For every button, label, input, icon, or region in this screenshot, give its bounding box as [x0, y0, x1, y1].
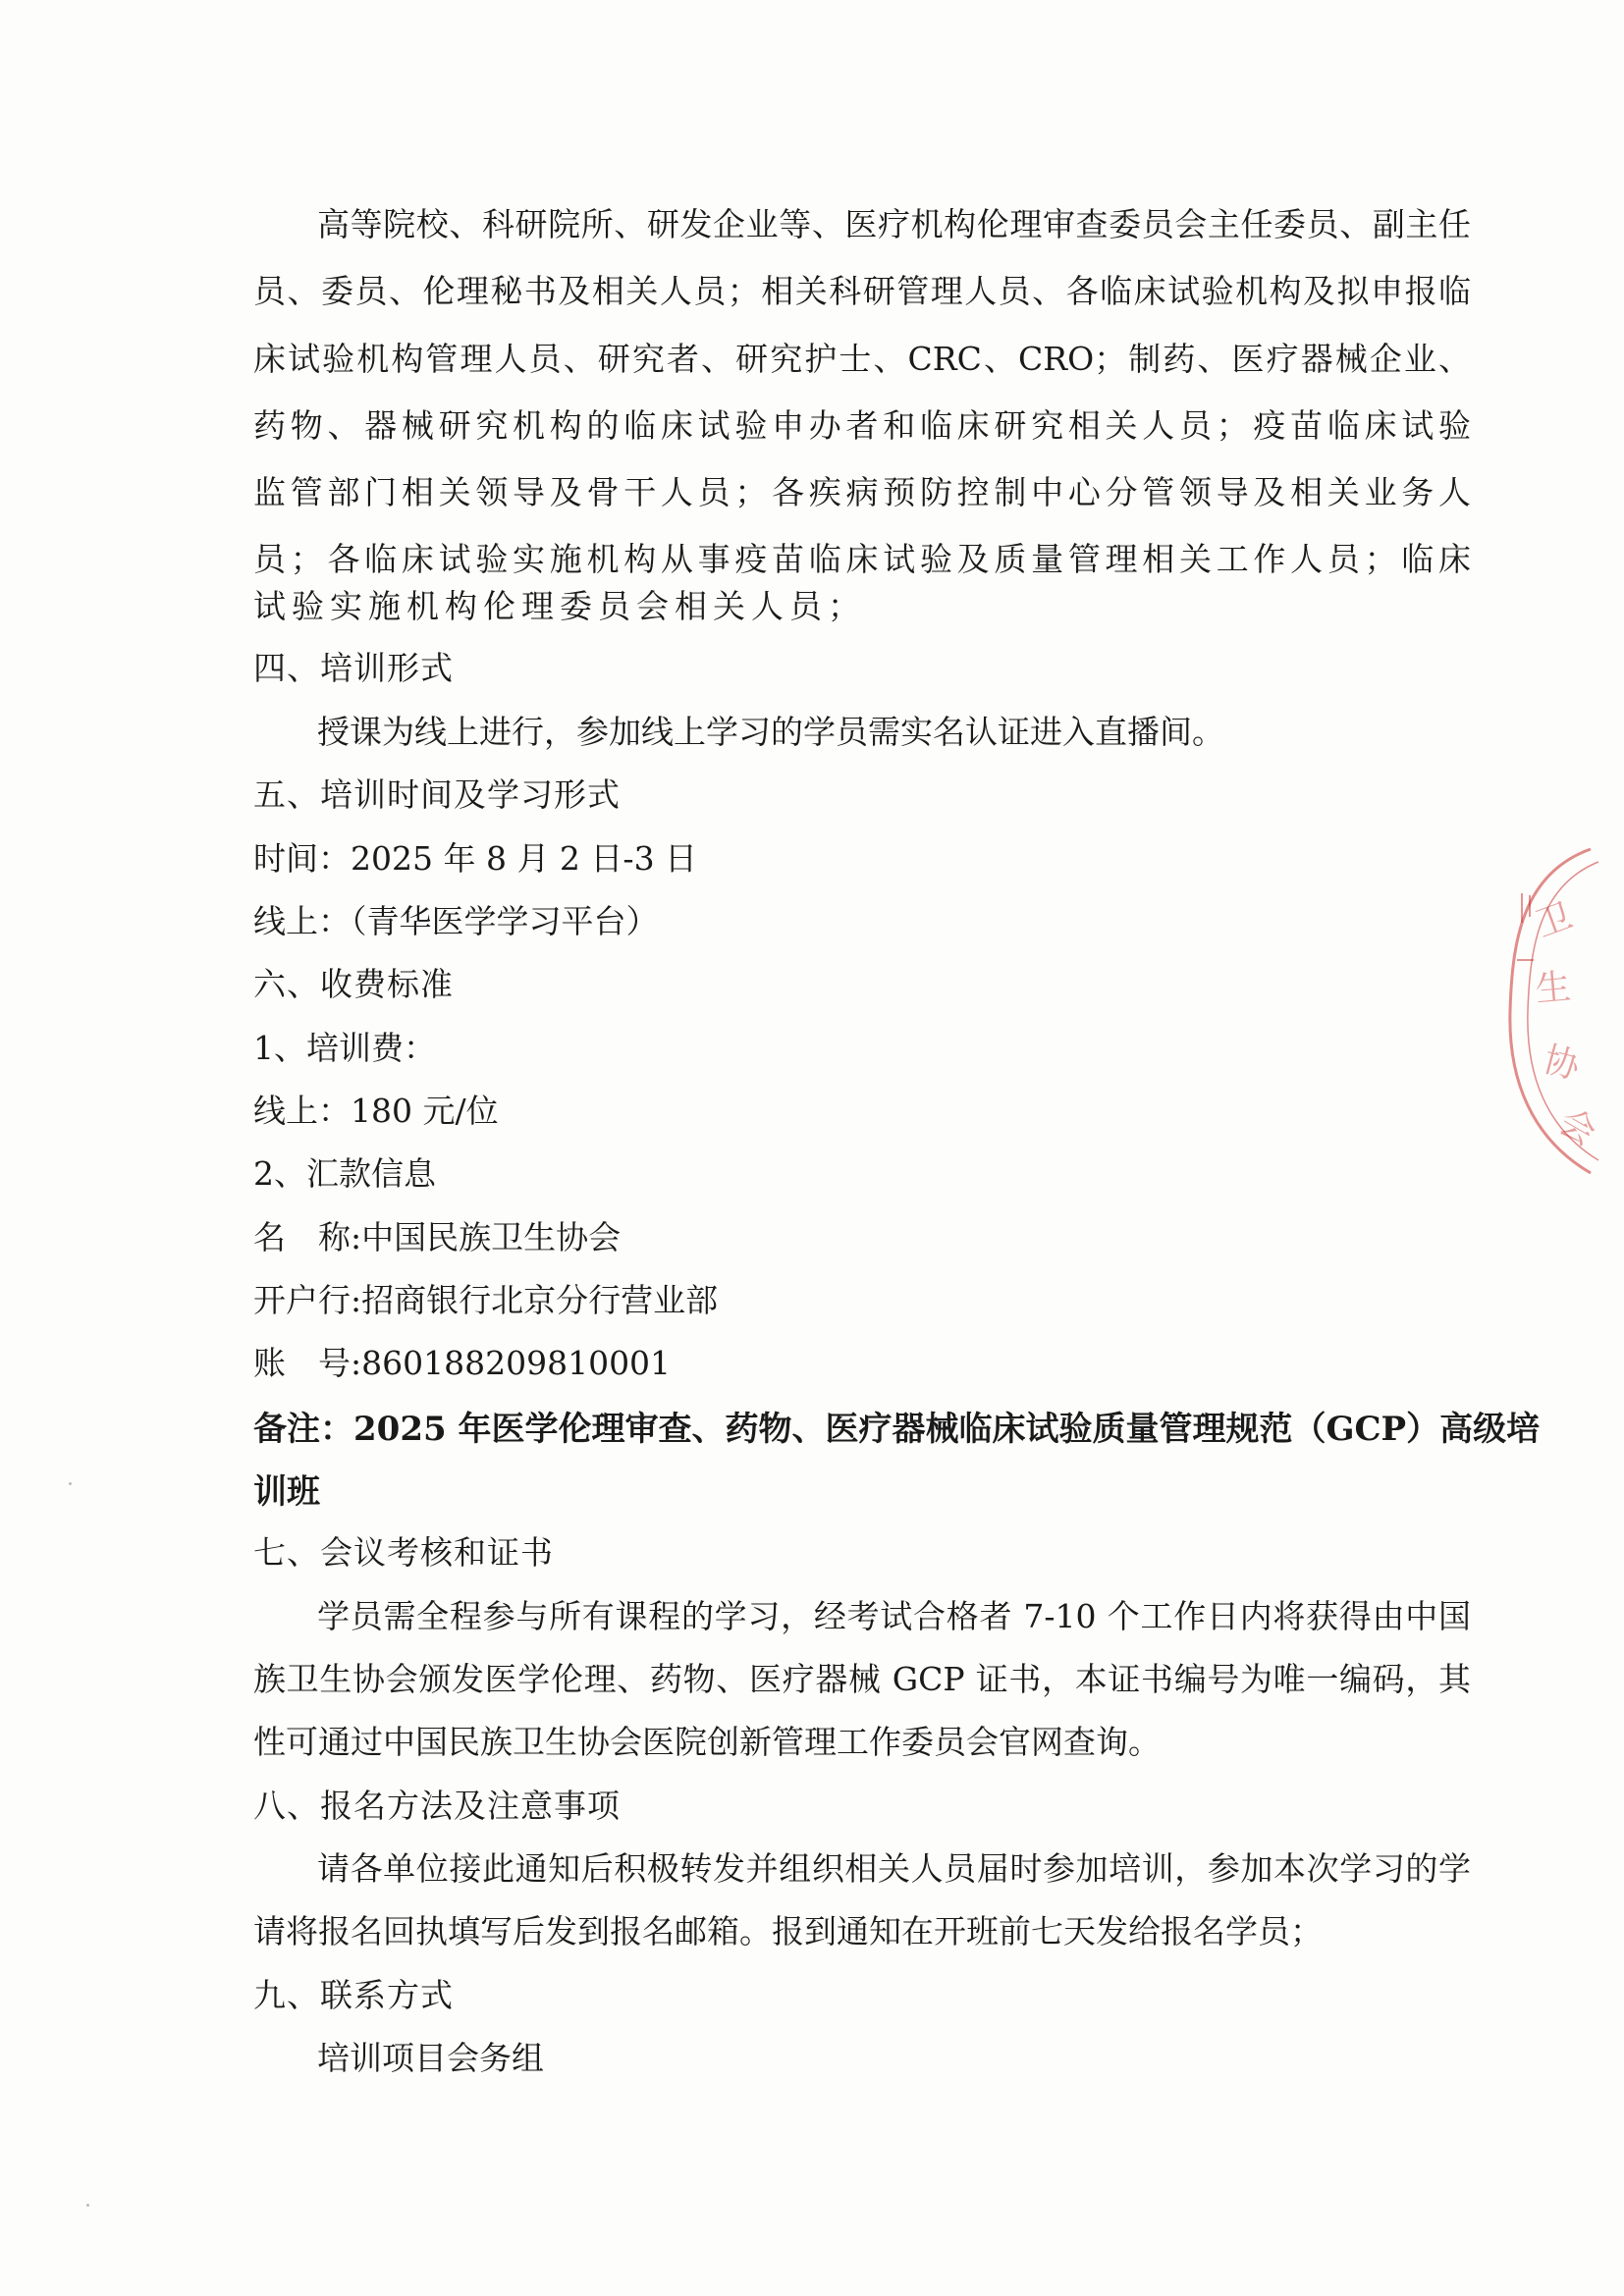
section8-heading: 八、报名方法及注意事项 — [253, 1787, 621, 1825]
remit-account: 账 号:860188209810001 — [253, 1344, 672, 1382]
remit-note-line-2: 训班 — [253, 1472, 320, 1512]
scope-line-1: 高等院校、科研院所、研发企业等、医疗机构伦理审查委员会主任委员、副主任 — [317, 205, 1471, 243]
scope-line-4: 药物、器械研究机构的临床试验申办者和临床研究相关人员；疫苗临床试验 — [253, 406, 1471, 445]
section4-text: 授课为线上进行，参加线上学习的学员需实名认证进入直播间。 — [317, 713, 1224, 751]
section5-heading: 五、培训时间及学习形式 — [253, 775, 621, 814]
svg-text:会: 会 — [1551, 1101, 1603, 1154]
section7-line-2: 族卫生协会颁发医学伦理、药物、医疗器械 GCP 证书，本证书编号为唯一编码，其 — [253, 1660, 1471, 1698]
svg-text:生: 生 — [1534, 966, 1573, 1010]
section7-heading: 七、会议考核和证书 — [253, 1533, 554, 1572]
section7-line-3: 性可通过中国民族卫生协会医院创新管理工作委员会官网查询。 — [253, 1723, 1161, 1761]
scope-line-6: 员；各临床试验实施机构从事疫苗临床试验及质量管理相关工作人员；临床 — [253, 540, 1471, 578]
remit-note-line-1: 备注：2025 年医学伦理审查、药物、医疗器械临床试验质量管理规范（GCP）高级培 — [253, 1410, 1541, 1449]
scan-speck — [86, 2204, 89, 2207]
remit-heading: 2、汇款信息 — [253, 1154, 436, 1193]
training-online: 线上：（青华医学学习平台） — [253, 902, 659, 940]
scan-speck — [69, 1482, 72, 1485]
scope-line-2: 员、委员、伦理秘书及相关人员；相关科研管理人员、各临床试验机构及拟申报临 — [253, 272, 1471, 310]
svg-text:卫: 卫 — [1531, 895, 1578, 946]
fee-online: 线上：180 元/位 — [253, 1092, 499, 1130]
training-time: 时间：2025 年 8 月 2 日-3 日 — [253, 839, 698, 878]
svg-text:协: 协 — [1539, 1040, 1585, 1089]
scope-line-3: 床试验机构管理人员、研究者、研究护士、CRC、CRO；制药、医疗器械企业、 — [253, 340, 1471, 378]
section8-line-2: 请将报名回执填写后发到报名邮箱。报到通知在开班前七天发给报名学员； — [253, 1912, 1323, 1950]
section6-heading: 六、收费标准 — [253, 965, 454, 1003]
scope-line-5: 监管部门相关领导及骨干人员；各疾病预防控制中心分管领导及相关业务人 — [253, 473, 1471, 511]
section8-line-1: 请各单位接此通知后积极转发并组织相关人员届时参加培训，参加本次学习的学 — [317, 1849, 1471, 1888]
section7-line-1: 学员需全程参与所有课程的学习，经考试合格者 7-10 个工作日内将获得由中国 — [317, 1597, 1471, 1635]
section9-heading: 九、联系方式 — [253, 1976, 454, 2014]
fee-heading: 1、培训费： — [253, 1029, 436, 1067]
remit-bank: 开户行:招商银行北京分行营业部 — [253, 1281, 719, 1319]
section4-heading: 四、培训形式 — [253, 649, 454, 687]
scope-line-7: 试验实施机构伦理委员会相关人员； — [253, 587, 866, 625]
section9-text: 培训项目会务组 — [317, 2039, 544, 2077]
remit-name: 名 称:中国民族卫生协会 — [253, 1218, 622, 1256]
official-seal-stamp — [1483, 834, 1624, 1188]
